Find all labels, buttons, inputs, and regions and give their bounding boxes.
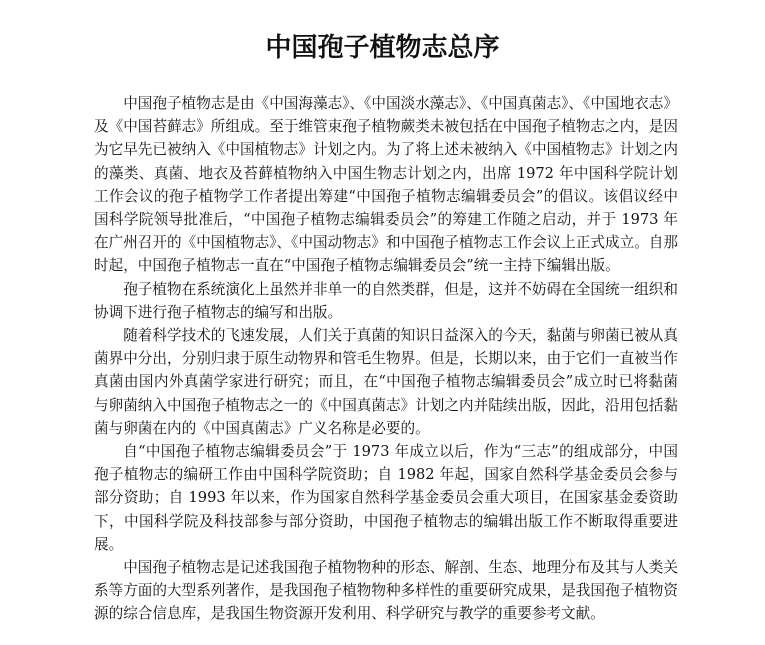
paragraph-1: 中国孢子植物志是由《中国海藻志》、《中国淡水藻志》、《中国真菌志》、《中国地衣志》及《中国苔藓志》所组成。至于维管束孢子植物蕨类未被包括在中国孢子植物志之内，是因为它早先已被纳入《中国植物志》计划之内。为了将上述未被纳入《中国植物志》计划之内的藻类、真菌、地衣及苔藓植物纳入中国生物志计划之内，出席 1972 年中国科学院计划工作会议的孢子植物学工作者提出筹建“中国孢子植物志编辑委员会”的倡议。该倡议经中国科学院领导批准后，“中国孢子植物志编辑委员会”的筹建工作随之启动，并于 1973 年在广州召开的《中国植物志》、《中国动物志》和中国孢子植物志工作会议上正式成立。自那时起，中国孢子植物志一直在“中国孢子植物志编辑委员会”统一主持下编辑出版。 bbox=[94, 95, 678, 275]
paragraph-2: 孢子植物在系统演化上虽然并非单一的自然类群，但是，这并不妨碍在全国统一组织和协调下进行孢子植物志的编写和出版。 bbox=[94, 280, 678, 321]
body-text bbox=[94, 92, 678, 626]
paragraph-4: 自“中国孢子植物志编辑委员会”于 1973 年成立以后，作为“三志”的组成部分，中国孢子植物志的编研工作由中国科学院资助；自 1982 年起，国家自然科学基金委员会参与部分资助；自 1993 年以来，作为国家自然科学基金委员会重大项目，在国家基金委资助下，中国科学院及科技部参与部分资助，中国孢子植物志的编辑出版工作不断取得重要进展。 bbox=[94, 443, 678, 553]
page-title: 中国孢子植物志总序 bbox=[265, 33, 500, 63]
paragraph-5: 中国孢子植物志是记述我国孢子植物物种的形态、解剖、生态、地理分布及其与人类关系等方面的大型系列著作，是我国孢子植物物种多样性的重要研究成果，是我国孢子植物资源的综合信息库，是我国生物资源开发利用、科学研究与教学的重要参考文献。 bbox=[94, 559, 678, 623]
paragraph-3: 随着科学技术的飞速发展，人们关于真菌的知识日益深入的今天，黏菌与卵菌已被从真菌界中分出，分别归隶于原生动物界和管毛生物界。但是，长期以来，由于它们一直被当作真菌由国内外真菌学家进行研究；而且，在“中国孢子植物志编辑委员会”成立时已将黏菌与卵菌纳入中国孢子植物志之一的《中国真菌志》计划之内并陆续出版，因此，沿用包括黏菌与卵菌在内的《中国真菌志》广义名称是必要的。 bbox=[94, 327, 678, 437]
